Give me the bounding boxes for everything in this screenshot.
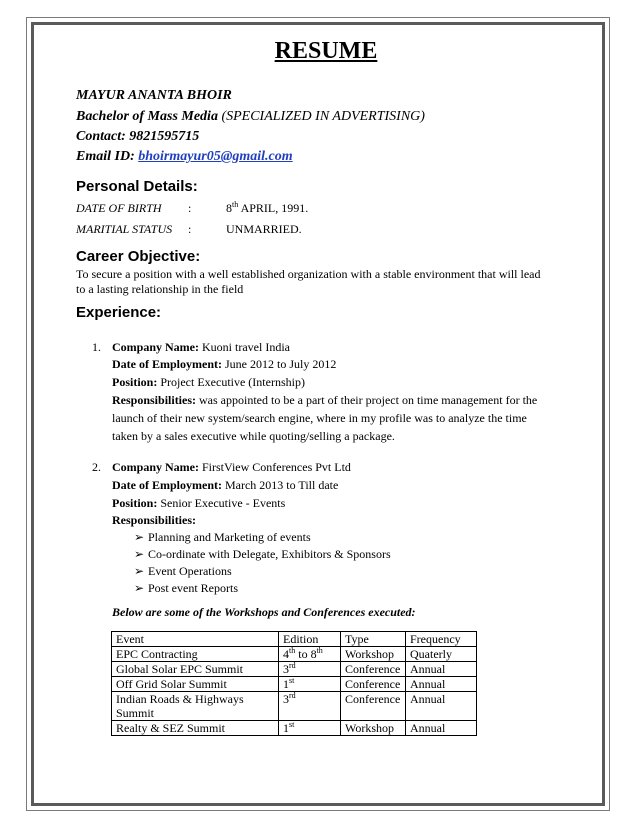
- cell-edition: 4th to 8th: [279, 647, 341, 662]
- cell-type: Conference: [341, 692, 406, 721]
- degree-line: [76, 109, 425, 125]
- arrow-bullet-icon: ➢: [134, 547, 145, 561]
- header-edition: Edition: [279, 632, 341, 647]
- resume-title: RESUME: [274, 38, 378, 64]
- objective-line-1: To secure a position with a well established organization with a stable environment that will lead: [76, 267, 541, 281]
- cell-event: Off Grid Solar Summit: [112, 677, 279, 692]
- status-label: MARITIAL STATUS: [76, 222, 173, 236]
- table-row: [112, 677, 477, 692]
- dob-label: DATE OF BIRTH: [76, 201, 162, 215]
- job2-position: Position: Senior Executive - Events: [112, 496, 286, 510]
- contact-line: Contact: 9821595715: [76, 129, 200, 144]
- status-colon: :: [188, 222, 192, 236]
- dob-colon: :: [188, 201, 192, 215]
- cell-frequency: Annual: [406, 677, 477, 692]
- job2-date: Date of Employment: March 2013 to Till date: [112, 478, 339, 492]
- table-row: [112, 692, 477, 721]
- job1-responsibilities-3: taken by a sales executive while quoting/selling a package.: [112, 429, 395, 443]
- cell-type: Conference: [341, 662, 406, 677]
- cell-type: Workshop: [341, 647, 406, 662]
- objective-line-2: to a lasting relationship in the field: [76, 282, 244, 296]
- header-type: Type: [341, 632, 406, 647]
- job1-responsibilities-2: launch of their new system/search engine, where in my profile was to analyze the time: [112, 411, 527, 425]
- arrow-bullet-icon: ➢: [134, 581, 145, 595]
- career-objective-heading: Career Objective:: [76, 248, 201, 265]
- cell-frequency: Annual: [406, 692, 477, 721]
- job2-responsibilities-label: Responsibilities:: [112, 513, 197, 527]
- degree-name: Bachelor of Mass Media: [76, 109, 218, 124]
- cell-type: Workshop: [341, 721, 406, 736]
- candidate-name: MAYUR ANANTA BHOIR: [76, 88, 232, 103]
- cell-frequency: Annual: [406, 662, 477, 677]
- table-row: [112, 647, 477, 662]
- cell-type: Conference: [341, 677, 406, 692]
- cell-edition: 3rd: [279, 662, 341, 677]
- events-table: [111, 631, 477, 736]
- table-row: [112, 662, 477, 677]
- email-line: [76, 149, 293, 165]
- degree-specialization: (SPECIALIZED IN ADVERTISING): [217, 109, 425, 124]
- workshops-heading: Below are some of the Workshops and Conferences executed:: [112, 605, 416, 619]
- bullet-item: ➢ Co-ordinate with Delegate, Exhibitors & Sponsors: [134, 547, 391, 561]
- table-header-row: [112, 632, 477, 647]
- status-value: UNMARRIED.: [226, 222, 302, 236]
- job2-number: 2.: [92, 460, 101, 474]
- email-label: Email ID:: [76, 149, 139, 164]
- cell-frequency: Annual: [406, 721, 477, 736]
- job1-position: Position: Project Executive (Internship): [112, 375, 305, 389]
- cell-frequency: Quaterly: [406, 647, 477, 662]
- job1-number: 1.: [92, 340, 101, 354]
- cell-edition: 1st: [279, 721, 341, 736]
- dob-row: [76, 201, 476, 217]
- bullet-item: ➢ Planning and Marketing of events: [134, 530, 311, 544]
- bullet-item: ➢ Post event Reports: [134, 581, 238, 595]
- bullet-item: ➢ Event Operations: [134, 564, 232, 578]
- header-frequency: Frequency: [406, 632, 477, 647]
- experience-heading: Experience:: [76, 304, 162, 321]
- arrow-bullet-icon: ➢: [134, 530, 145, 544]
- personal-details-heading: Personal Details:: [76, 178, 198, 195]
- job1-date: Date of Employment: June 2012 to July 2012: [112, 357, 337, 371]
- cell-edition: 1st: [279, 677, 341, 692]
- cell-event: EPC Contracting: [112, 647, 279, 662]
- status-row: [76, 222, 476, 238]
- cell-event: Realty & SEZ Summit: [112, 721, 279, 736]
- arrow-bullet-icon: ➢: [134, 564, 145, 578]
- table-row: [112, 721, 477, 736]
- job1-responsibilities-1: Responsibilities: was appointed to be a part of their project on time management for the: [112, 393, 538, 407]
- dob-value: 8th APRIL, 1991.: [226, 200, 309, 215]
- header-event: Event: [112, 632, 279, 647]
- cell-event: Global Solar EPC Summit: [112, 662, 279, 677]
- job1-company: Company Name: Kuoni travel India: [112, 340, 290, 354]
- cell-event: Indian Roads & Highways Summit: [112, 692, 279, 721]
- job2-company: Company Name: FirstView Conferences Pvt Ltd: [112, 460, 351, 474]
- cell-edition: 3rd: [279, 692, 341, 721]
- email-link[interactable]: bhoirmayur05@gmail.com: [138, 149, 293, 164]
